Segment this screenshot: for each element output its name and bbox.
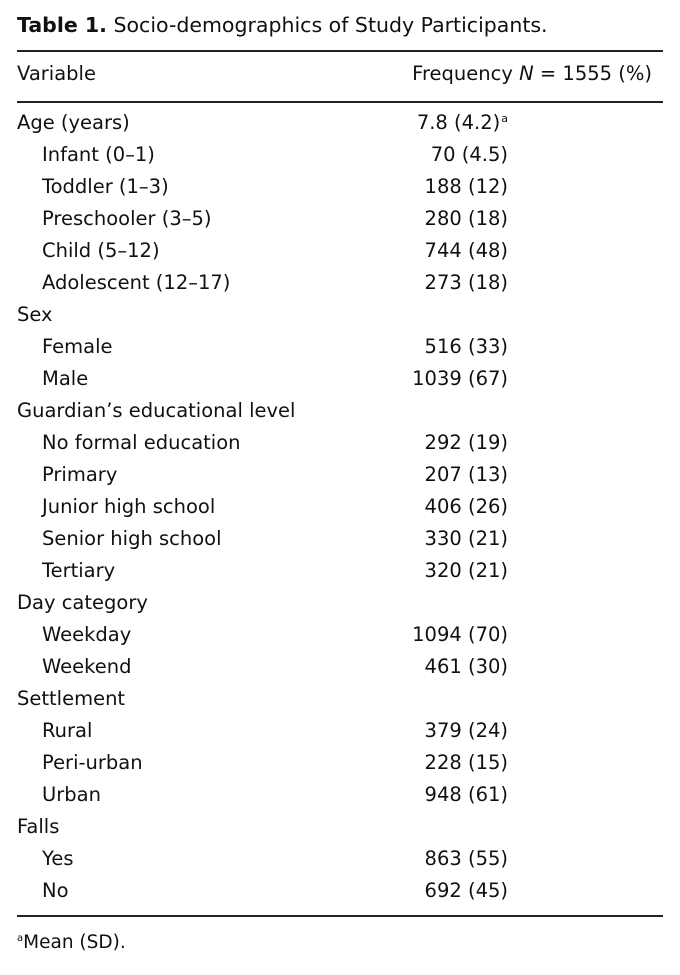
row-value-text: 7.8 (4.2) — [416, 111, 501, 134]
row-value — [399, 431, 508, 454]
row-value-text: 461 (30) — [424, 655, 508, 678]
row-value-text: 280 (18) — [424, 207, 508, 230]
header-frequency — [412, 62, 652, 85]
row-value — [399, 335, 508, 358]
header-frequency-prefix: Frequency — [412, 62, 520, 85]
header-frequency-suffix: = 1555 (%) — [533, 62, 652, 85]
table-row — [17, 335, 663, 367]
row-value-text: 1094 (70) — [412, 623, 508, 646]
row-value — [399, 495, 508, 518]
table-row — [17, 655, 663, 687]
table-group-row — [17, 591, 663, 623]
row-label: Female — [42, 335, 113, 358]
table-row — [17, 879, 663, 911]
table-group-row — [17, 815, 663, 847]
row-label: Weekend — [42, 655, 132, 678]
row-value-text: 188 (12) — [424, 175, 508, 198]
table-caption — [17, 13, 548, 37]
table-row — [17, 783, 663, 815]
row-label: Sex — [17, 303, 53, 326]
row-value-text: 948 (61) — [424, 783, 508, 806]
row-value — [399, 623, 508, 646]
row-value — [399, 655, 508, 678]
table-bottom-rule — [17, 915, 663, 917]
row-value-text: 330 (21) — [424, 527, 508, 550]
row-value — [399, 783, 508, 806]
row-label: Male — [42, 367, 89, 390]
row-label: Tertiary — [42, 559, 116, 582]
row-label: No — [42, 879, 69, 902]
table-row — [17, 559, 663, 591]
row-value — [399, 719, 508, 742]
table-row — [17, 271, 663, 303]
row-value — [399, 527, 508, 550]
table-caption-title: Socio-demographics of Study Participants. — [113, 13, 548, 37]
table-caption-label: Table 1. — [17, 13, 107, 37]
row-value — [399, 847, 508, 870]
table-row — [17, 207, 663, 239]
row-value-text: 70 (4.5) — [430, 143, 508, 166]
table-row — [17, 175, 663, 207]
row-value — [399, 367, 508, 390]
table-group-row — [17, 399, 663, 431]
table-body — [17, 111, 663, 911]
row-value-text: 406 (26) — [424, 495, 508, 518]
row-value-text: 320 (21) — [424, 559, 508, 582]
row-label: Rural — [42, 719, 93, 742]
footnote-text: Mean (SD). — [23, 932, 126, 953]
row-value-text: 1039 (67) — [412, 367, 508, 390]
row-value — [399, 207, 508, 230]
row-label: Infant (0–1) — [42, 143, 155, 166]
row-label: Junior high school — [42, 495, 216, 518]
row-value-text: 379 (24) — [424, 719, 508, 742]
row-label: Settlement — [17, 687, 126, 710]
table-row — [17, 623, 663, 655]
table-top-rule — [17, 50, 663, 52]
table-row — [17, 367, 663, 399]
row-label: Peri-urban — [42, 751, 143, 774]
row-value-text: 692 (45) — [424, 879, 508, 902]
row-label: Guardian’s educational level — [17, 399, 296, 422]
row-label: Toddler (1–3) — [42, 175, 169, 198]
row-label: Preschooler (3–5) — [42, 207, 212, 230]
table-row — [17, 239, 663, 271]
header-n-symbol: N — [519, 62, 534, 85]
row-value-text: 863 (55) — [424, 847, 508, 870]
row-value — [399, 463, 508, 486]
row-value-text: 228 (15) — [424, 751, 508, 774]
row-value — [399, 559, 508, 582]
table-row — [17, 751, 663, 783]
row-label: Weekday — [42, 623, 132, 646]
row-label: Day category — [17, 591, 148, 614]
row-value-text: 207 (13) — [424, 463, 508, 486]
row-value — [399, 271, 508, 294]
row-label: Primary — [42, 463, 118, 486]
row-label: No formal education — [42, 431, 241, 454]
row-value-text: 744 (48) — [424, 239, 508, 262]
table-header-rule — [17, 101, 663, 103]
row-value-text: 273 (18) — [424, 271, 508, 294]
row-label: Age (years) — [17, 111, 130, 134]
table-header-row — [17, 62, 663, 94]
table-row — [17, 495, 663, 527]
table-row — [17, 143, 663, 175]
table-group-row — [17, 687, 663, 719]
row-value-text: 292 (19) — [424, 431, 508, 454]
table-group-row — [17, 303, 663, 335]
row-label: Yes — [42, 847, 74, 870]
table-row — [17, 847, 663, 879]
row-value — [399, 111, 508, 134]
row-value-text: 516 (33) — [424, 335, 508, 358]
row-label: Urban — [42, 783, 101, 806]
row-footnote-marker: a — [501, 112, 508, 125]
table-row — [17, 719, 663, 751]
footnote-marker: a — [17, 933, 24, 944]
table-row — [17, 431, 663, 463]
row-label: Senior high school — [42, 527, 222, 550]
row-value — [399, 143, 508, 166]
row-value — [399, 239, 508, 262]
header-variable: Variable — [17, 62, 96, 85]
table-row — [17, 463, 663, 495]
row-label: Adolescent (12–17) — [42, 271, 231, 294]
table-footnote — [17, 932, 126, 953]
row-label: Child (5–12) — [42, 239, 160, 262]
row-value — [399, 175, 508, 198]
table-group-row — [17, 111, 663, 143]
table-row — [17, 527, 663, 559]
row-label: Falls — [17, 815, 60, 838]
row-value — [399, 879, 508, 902]
row-value — [399, 751, 508, 774]
